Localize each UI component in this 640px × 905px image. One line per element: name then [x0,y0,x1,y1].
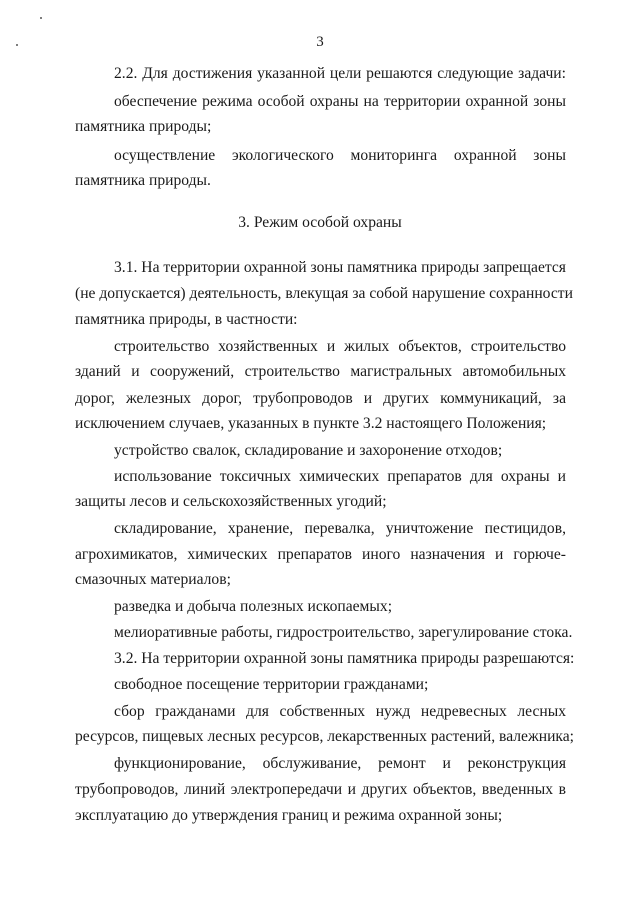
text-line: мелиоративные работы, гидростроительство, зарегулирование стока. [114,624,573,641]
text-line: обеспечение режима особой охраны на территории охранной зоны [114,93,566,110]
text-line: памятника природы, в частности: [75,311,298,328]
text-line: осуществление экологического мониторинга охранной зоны [114,147,566,164]
text-line: трубопроводов, линий электропередачи и других объектов, введенных в [75,781,566,798]
text-line: эксплуатацию до утверждения границ и режима охранной зоны; [75,807,503,824]
section-heading: 3. Режим особой охраны [238,214,402,231]
scan-speck [40,17,42,19]
text-line: складирование, хранение, перевалка, уничтожение пестицидов, [114,520,566,537]
text-line: 3.2. На территории охранной зоны памятника природы разрешаются: [114,650,575,667]
text-line: памятника природы; [75,118,212,135]
text-line: зданий и сооружений, строительство магистральных автомобильных [75,363,566,380]
text-line: строительство хозяйственных и жилых объектов, строительство [114,338,566,355]
text-line: (не допускается) деятельность, влекущая за собой нарушение сохранности [75,285,573,302]
text-line: свободное посещение территории гражданами; [114,676,429,693]
text-line: исключением случаев, указанных в пункте 3.2 настоящего Положения; [75,415,547,432]
text-line: ресурсов, пищевых лесных ресурсов, лекарственных растений, валежника; [75,728,575,745]
text-line: 2.2. Для достижения указанной цели решаются следующие задачи: [114,65,566,82]
text-line: памятника природы. [75,172,211,189]
text-line: дорог, железных дорог, трубопроводов и других коммуникаций, за [75,390,566,407]
text-line: защиты лесов и сельскохозяйственных угодий; [75,493,387,510]
text-line: 3.1. На территории охранной зоны памятника природы запрещается [114,259,566,276]
text-line: агрохимикатов, химических препаратов иного назначения и горюче- [75,546,566,563]
text-line: устройство свалок, складирование и захоронение отходов; [114,442,503,459]
page-number: 3 [316,34,324,50]
text-line: сбор гражданами для собственных нужд недревесных лесных [114,703,566,720]
text-line: смазочных материалов; [75,571,231,588]
text-line: разведка и добыча полезных ископаемых; [114,598,393,615]
text-line: функционирование, обслуживание, ремонт и реконструкция [114,755,566,772]
text-line: использование токсичных химических препаратов для охраны и [114,468,566,485]
